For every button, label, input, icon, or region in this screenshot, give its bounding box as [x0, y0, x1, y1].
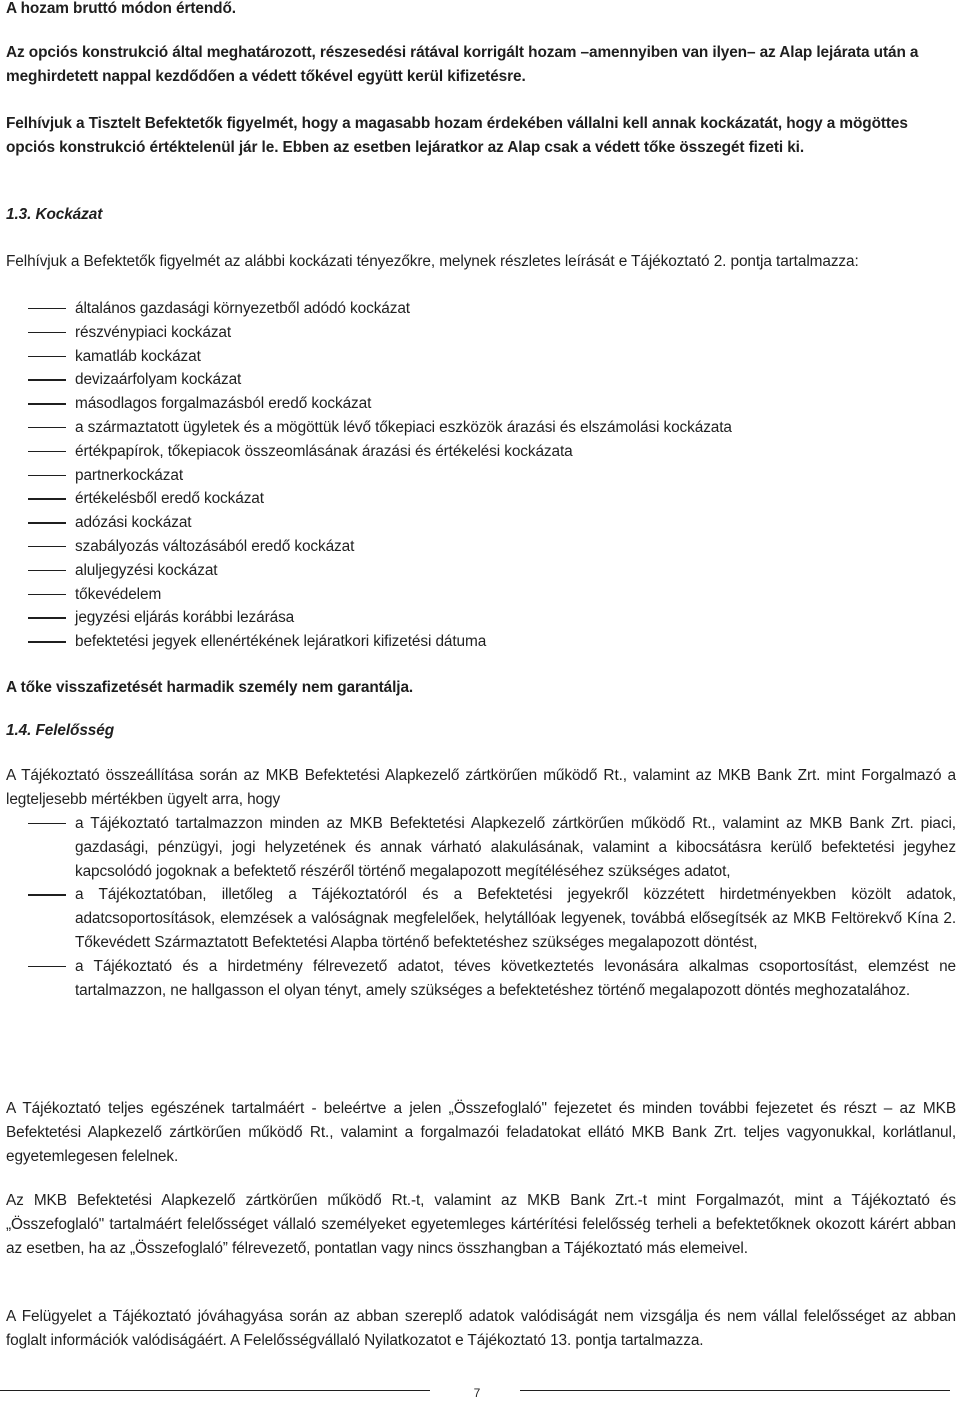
list-item: szabályozás változásából eredő kockázat: [6, 535, 956, 559]
section-heading-risk: 1.3. Kockázat: [6, 206, 103, 223]
list-item: adózási kockázat: [6, 511, 956, 535]
liability-paragraph: A Tájékoztató teljes egészének tartalmáért - beleértve a jelen „Összefoglaló" fejezetet és minden további fejezetet és részt – az MKB Befektetési Alapkezelő zártkörűen működő Rt., valamint a forgalmazói feladatokat ellátó MKB Bank Zrt. teljes vagyonukkal, korlátlanul, egyetemlegesen felelnek.: [6, 1100, 956, 1165]
guarantee-statement: A tőke visszafizetését harmadik személy nem garantálja.: [6, 679, 414, 696]
list-item: befektetési jegyek ellenértékének lejáratkori kifizetési dátuma: [6, 630, 956, 654]
dash-bullet: [28, 894, 66, 895]
list-item: értékelésből eredő kockázat: [6, 487, 956, 511]
list-item: devizaárfolyam kockázat: [6, 368, 956, 392]
dash-bullet: [28, 617, 66, 618]
dash-bullet: [28, 356, 66, 357]
dash-bullet: [28, 823, 66, 824]
dash-bullet: [28, 475, 66, 476]
footer-rule-right: [520, 1390, 950, 1391]
dash-bullet: [28, 522, 66, 523]
risk-intro-paragraph: Felhívjuk a Befektetők figyelmét az alábbi kockázati tényezőkre, melynek részletes leírását e Tájékoztató 2. pontja tartalmazza:: [6, 253, 859, 270]
footer-rule-left: [0, 1390, 430, 1391]
list-item: a Tájékoztató és a hirdetmény félrevezető adatot, téves következtetés levonására alkalmas csoportosítást, elemzést ne tartalmazzon, ne hallgasson el olyan tényt, amely szükséges a befektetéshez történő megalapozott döntés meghozatalához.: [6, 955, 956, 1003]
list-item: általános gazdasági környezetből adódó kockázat: [6, 297, 956, 321]
dash-bullet: [28, 966, 66, 967]
list-item: a származtatott ügyletek és a mögöttük lévő tőkepiaci eszközök árazási és elszámolási kockázata: [6, 416, 956, 440]
gross-yield-note: A hozam bruttó módon értendő.: [6, 0, 236, 17]
yield-paragraph: Az opciós konstrukció által meghatározott, részesedési rátával korrigált hozam –amennyiben van ilyen– az Alap lejárata után a meghirdetett nappal kezdődően a védett tőkével együtt kerül kifizetésre.: [6, 44, 919, 85]
list-item: kamatláb kockázat: [6, 345, 956, 369]
dash-bullet: [28, 641, 66, 642]
list-item: partnerkockázat: [6, 464, 956, 488]
warning-paragraph: Felhívjuk a Tisztelt Befektetők figyelmét, hogy a magasabb hozam érdekében vállalni kell annak kockázatát, hogy a mögöttes opciós konstrukció értéktelenül jár le. Ebben az esetben lejáratkor az Alap csak a védett tőke összegét fizeti ki.: [6, 115, 908, 156]
dash-bullet: [28, 403, 66, 404]
page-number: 7: [473, 1386, 481, 1400]
damages-paragraph: Az MKB Befektetési Alapkezelő zártkörűen működő Rt.-t, valamint az MKB Bank Zrt.-t mint Forgalmazót, mint a Tájékoztató és „Összefoglaló" tartalmáért felelősséget vállaló személyeket egyetemleges kártérítési felelősség terheli a befektetőknek okozott kárért abban az esetben, ha az „Összefoglaló” félrevezető, pontatlan vagy nincs összhangban a Tájékoztató más elemeivel.: [6, 1192, 956, 1257]
list-item: tőkevédelem: [6, 583, 956, 607]
dash-bullet: [28, 451, 66, 452]
responsibility-list: [6, 812, 956, 1002]
supervisor-paragraph: A Felügyelet a Tájékoztató jóváhagyása során az abban szereplő adatok valódiságát nem vizsgálja és nem vállal felelősséget az abban foglalt információk valódiságáért. A Felelősségvállaló Nyilatkozatot e Tájékoztató 13. pontja tartalmazza.: [6, 1308, 956, 1349]
responsibility-intro-paragraph: A Tájékoztató összeállítása során az MKB Befektetési Alapkezelő zártkörűen működő Rt., valamint az MKB Bank Zrt. mint Forgalmazó a legteljesebb mértékben ügyelt arra, hogy: [6, 767, 956, 808]
list-item: másodlagos forgalmazásból eredő kockázat: [6, 392, 956, 416]
dash-bullet: [28, 379, 66, 380]
risk-list: [6, 297, 956, 654]
dash-bullet: [28, 546, 66, 547]
list-item: a Tájékoztató tartalmazzon minden az MKB Befektetési Alapkezelő zártkörűen működő Rt., valamint az MKB Bank Zrt. piaci, gazdasági, pénzügyi, jogi helyzetének és annak várható alakulásának, valamint a kibocsátásra kerülő befektetési jegyhez kapcsolódó jogoknak a befektető részéről történő megalapozott megítéléséhez szükséges adatot,: [6, 812, 956, 883]
dash-bullet: [28, 594, 66, 595]
dash-bullet: [28, 427, 66, 428]
section-heading-responsibility: 1.4. Felelősség: [6, 722, 115, 739]
dash-bullet: [28, 498, 66, 499]
dash-bullet: [28, 308, 66, 309]
list-item: jegyzési eljárás korábbi lezárása: [6, 606, 956, 630]
list-item: részvénypiaci kockázat: [6, 321, 956, 345]
dash-bullet: [28, 570, 66, 571]
list-item: a Tájékoztatóban, illetőleg a Tájékoztatóról és a Befektetési jegyekről közzétett hirdetményekben közölt adatok, adatcsoportosítások, elemzések a valóságnak megfelelőek, helytállóak legyenek, továbbá elősegítsék az MKB Feltörekvő Kína 2. Tőkevédett Származtatott Befektetési Alapba történő befektetéshez szükséges megalapozott döntést,: [6, 883, 956, 954]
dash-bullet: [28, 332, 66, 333]
list-item: értékpapírok, tőkepiacok összeomlásának árazási és értékelési kockázata: [6, 440, 956, 464]
list-item: aluljegyzési kockázat: [6, 559, 956, 583]
